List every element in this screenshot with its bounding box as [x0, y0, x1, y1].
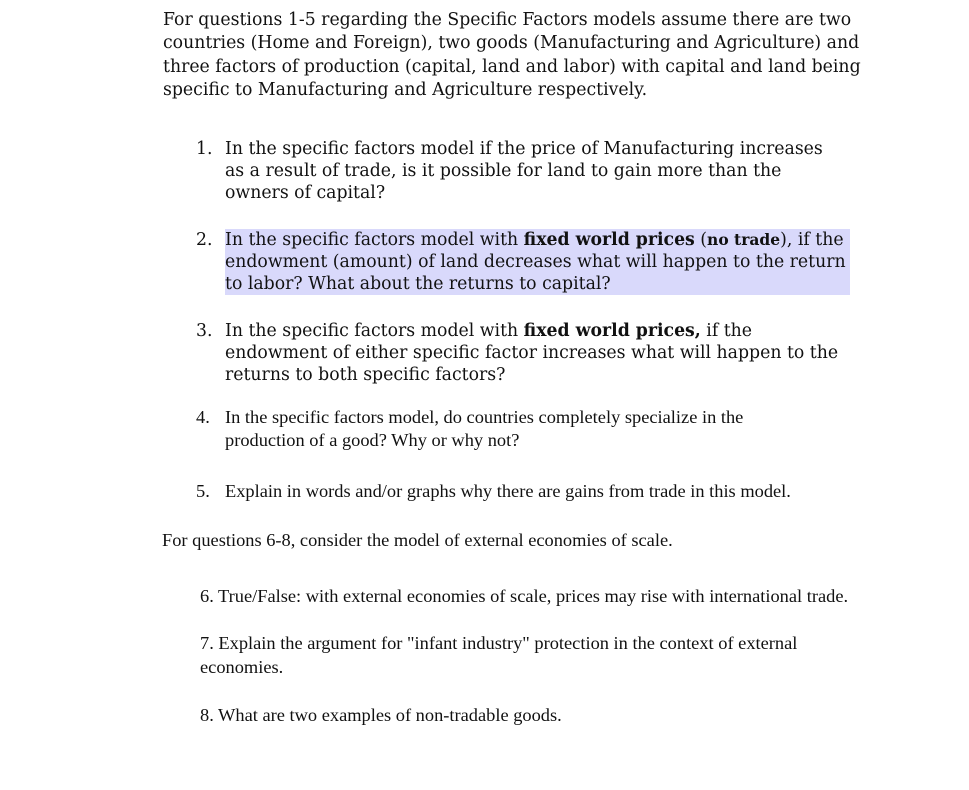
question-text: Explain in words and/or graphs why there are gains from trade in this model. — [225, 481, 791, 501]
question-text-pre: In the specific factors model with — [225, 321, 524, 341]
question-number: 5. — [196, 481, 210, 501]
bold-no-trade: no trade — [707, 230, 781, 249]
paren-close: ) — [780, 230, 787, 250]
question-number: 3. — [196, 321, 213, 341]
intro-paragraph-external-economies: For questions 6-8, consider the model of external economies of scale. — [162, 530, 673, 550]
question-text-post: , if the endowment (amount) of land decreases what will happen to the return to labor? What about the returns to capital? — [225, 230, 846, 294]
question-8: 8. What are two examples of non-tradable goods. — [200, 705, 562, 725]
question-number: 1. — [196, 139, 213, 159]
question-6: 6. True/False: with external economies of scale, prices may rise with international trade. — [200, 586, 849, 606]
question-1 — [196, 138, 836, 204]
question-number: 4. — [196, 407, 210, 427]
question-3 — [196, 320, 850, 386]
question-2 — [196, 229, 850, 295]
highlighted-selection[interactable] — [225, 229, 850, 295]
question-text: In the specific factors model if the price of Manufacturing increases as a result of trade, is it possible for land to gain more than the owners of capital? — [225, 139, 823, 203]
question-text: In the specific factors model, do countries completely specialize in the production of a good? Why or why not? — [225, 407, 744, 450]
question-5 — [196, 480, 876, 503]
question-7: 7. Explain the argument for "infant industry" protection in the context of external economies. — [200, 633, 798, 677]
question-number: 2. — [196, 230, 213, 250]
bold-fixed-world-prices: fixed world prices, — [523, 321, 701, 341]
question-text-pre: In the specific factors model with — [225, 230, 524, 250]
question-4 — [196, 406, 816, 451]
paren-open: ( — [694, 230, 708, 250]
bold-fixed-world-prices: fixed world prices — [523, 230, 695, 250]
intro-paragraph-specific-factors: For questions 1-5 regarding the Specific Factors models assume there are two countries (Home and Foreign), two goods (Manufacturing and Agriculture) and three factors of production (capital, land and labor) with capital and land being specific to Manufacturing and Agriculture respectively. — [163, 10, 861, 100]
question-text-post: if the endowment of either specific factor increases what will happen to the returns to both specific factors? — [225, 321, 839, 385]
